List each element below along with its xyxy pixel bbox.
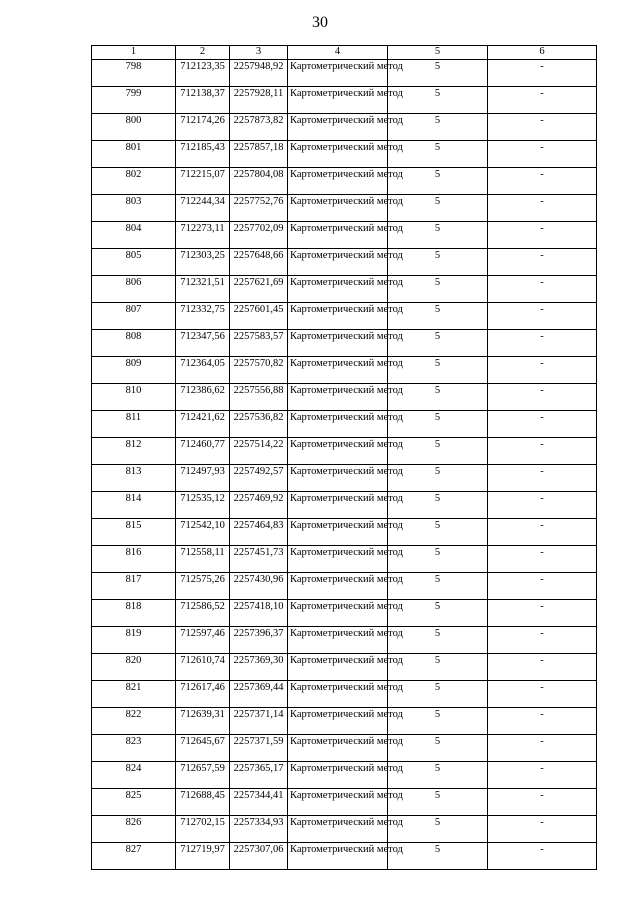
table-row [92,681,597,708]
x-coordinate-cell: 712542,10 [176,519,230,546]
accuracy-cell: 5 [388,519,488,546]
point-number-cell: 818 [92,600,176,627]
method-cell: Картометрический метод [288,114,388,141]
point-number-cell: 800 [92,114,176,141]
method-cell: Картометрический метод [288,303,388,330]
column-header: 4 [288,46,388,60]
column-header: 3 [230,46,288,60]
y-coordinate-cell: 2257514,22 [230,438,288,465]
accuracy-cell: 5 [388,762,488,789]
point-number-cell: 801 [92,141,176,168]
note-cell: - [488,60,597,87]
point-number-cell: 827 [92,843,176,870]
accuracy-cell: 5 [388,735,488,762]
table-row [92,222,597,249]
accuracy-cell: 5 [388,114,488,141]
table-row [92,654,597,681]
point-number-cell: 809 [92,357,176,384]
note-cell: - [488,654,597,681]
y-coordinate-cell: 2257648,66 [230,249,288,276]
x-coordinate-cell: 712575,26 [176,573,230,600]
accuracy-cell: 5 [388,654,488,681]
x-coordinate-cell: 712303,25 [176,249,230,276]
method-cell: Картометрический метод [288,87,388,114]
method-cell: Картометрический метод [288,546,388,573]
y-coordinate-cell: 2257369,30 [230,654,288,681]
table-row [92,195,597,222]
x-coordinate-cell: 712639,31 [176,708,230,735]
y-coordinate-cell: 2257583,57 [230,330,288,357]
table-row [92,168,597,195]
y-coordinate-cell: 2257396,37 [230,627,288,654]
y-coordinate-cell: 2257570,82 [230,357,288,384]
note-cell: - [488,87,597,114]
method-cell: Картометрический метод [288,357,388,384]
x-coordinate-cell: 712688,45 [176,789,230,816]
y-coordinate-cell: 2257344,41 [230,789,288,816]
method-cell: Картометрический метод [288,519,388,546]
x-coordinate-cell: 712321,51 [176,276,230,303]
x-coordinate-cell: 712460,77 [176,438,230,465]
accuracy-cell: 5 [388,195,488,222]
y-coordinate-cell: 2257369,44 [230,681,288,708]
method-cell: Картометрический метод [288,249,388,276]
y-coordinate-cell: 2257556,88 [230,384,288,411]
table-row [92,114,597,141]
method-cell: Картометрический метод [288,438,388,465]
accuracy-cell: 5 [388,438,488,465]
table-row [92,492,597,519]
point-number-cell: 808 [92,330,176,357]
y-coordinate-cell: 2257752,76 [230,195,288,222]
point-number-cell: 807 [92,303,176,330]
table-row [92,249,597,276]
accuracy-cell: 5 [388,546,488,573]
table-row [92,600,597,627]
x-coordinate-cell: 712347,56 [176,330,230,357]
note-cell: - [488,330,597,357]
note-cell: - [488,222,597,249]
accuracy-cell: 5 [388,411,488,438]
method-cell: Картометрический метод [288,222,388,249]
y-coordinate-cell: 2257451,73 [230,546,288,573]
column-header: 1 [92,46,176,60]
x-coordinate-cell: 712244,34 [176,195,230,222]
x-coordinate-cell: 712138,37 [176,87,230,114]
accuracy-cell: 5 [388,141,488,168]
point-number-cell: 811 [92,411,176,438]
y-coordinate-cell: 2257948,92 [230,60,288,87]
accuracy-cell: 5 [388,60,488,87]
y-coordinate-cell: 2257492,57 [230,465,288,492]
x-coordinate-cell: 712597,46 [176,627,230,654]
note-cell: - [488,735,597,762]
table-row [92,546,597,573]
note-cell: - [488,681,597,708]
note-cell: - [488,357,597,384]
method-cell: Картометрический метод [288,492,388,519]
table-row [92,573,597,600]
table-row [92,411,597,438]
x-coordinate-cell: 712535,12 [176,492,230,519]
table-row [92,60,597,87]
note-cell: - [488,438,597,465]
note-cell: - [488,114,597,141]
note-cell: - [488,546,597,573]
table-row [92,87,597,114]
column-header: 6 [488,46,597,60]
note-cell: - [488,708,597,735]
point-number-cell: 812 [92,438,176,465]
y-coordinate-cell: 2257430,96 [230,573,288,600]
y-coordinate-cell: 2257536,82 [230,411,288,438]
x-coordinate-cell: 712421,62 [176,411,230,438]
accuracy-cell: 5 [388,789,488,816]
table-row [92,816,597,843]
y-coordinate-cell: 2257371,59 [230,735,288,762]
column-header: 5 [388,46,488,60]
note-cell: - [488,519,597,546]
table-row [92,627,597,654]
x-coordinate-cell: 712617,46 [176,681,230,708]
y-coordinate-cell: 2257621,69 [230,276,288,303]
note-cell: - [488,384,597,411]
table-body [92,60,597,870]
note-cell: - [488,843,597,870]
accuracy-cell: 5 [388,249,488,276]
x-coordinate-cell: 712123,35 [176,60,230,87]
point-number-cell: 817 [92,573,176,600]
point-number-cell: 822 [92,708,176,735]
table-row [92,384,597,411]
note-cell: - [488,762,597,789]
x-coordinate-cell: 712215,07 [176,168,230,195]
y-coordinate-cell: 2257873,82 [230,114,288,141]
table-row [92,303,597,330]
table-header-row [92,46,597,60]
table-row [92,438,597,465]
accuracy-cell: 5 [388,303,488,330]
y-coordinate-cell: 2257307,06 [230,843,288,870]
method-cell: Картометрический метод [288,276,388,303]
point-number-cell: 798 [92,60,176,87]
x-coordinate-cell: 712657,59 [176,762,230,789]
x-coordinate-cell: 712702,15 [176,816,230,843]
point-number-cell: 806 [92,276,176,303]
note-cell: - [488,465,597,492]
x-coordinate-cell: 712174,26 [176,114,230,141]
y-coordinate-cell: 2257464,83 [230,519,288,546]
accuracy-cell: 5 [388,681,488,708]
note-cell: - [488,195,597,222]
accuracy-cell: 5 [388,222,488,249]
note-cell: - [488,816,597,843]
method-cell: Картометрический метод [288,330,388,357]
accuracy-cell: 5 [388,465,488,492]
note-cell: - [488,411,597,438]
x-coordinate-cell: 712332,75 [176,303,230,330]
method-cell: Картометрический метод [288,789,388,816]
point-number-cell: 814 [92,492,176,519]
method-cell: Картометрический метод [288,816,388,843]
table-row [92,762,597,789]
x-coordinate-cell: 712719,97 [176,843,230,870]
table-row [92,276,597,303]
y-coordinate-cell: 2257334,93 [230,816,288,843]
table-row [92,735,597,762]
y-coordinate-cell: 2257857,18 [230,141,288,168]
accuracy-cell: 5 [388,276,488,303]
table-row [92,330,597,357]
method-cell: Картометрический метод [288,843,388,870]
point-number-cell: 810 [92,384,176,411]
accuracy-cell: 5 [388,330,488,357]
accuracy-cell: 5 [388,384,488,411]
x-coordinate-cell: 712185,43 [176,141,230,168]
method-cell: Картометрический метод [288,195,388,222]
y-coordinate-cell: 2257702,09 [230,222,288,249]
method-cell: Картометрический метод [288,465,388,492]
x-coordinate-cell: 712364,05 [176,357,230,384]
x-coordinate-cell: 712586,52 [176,600,230,627]
page-number: 30 [312,14,328,31]
method-cell: Картометрический метод [288,384,388,411]
accuracy-cell: 5 [388,600,488,627]
point-number-cell: 824 [92,762,176,789]
x-coordinate-cell: 712273,11 [176,222,230,249]
table-row [92,141,597,168]
note-cell: - [488,789,597,816]
point-number-cell: 804 [92,222,176,249]
note-cell: - [488,276,597,303]
column-header: 2 [176,46,230,60]
note-cell: - [488,600,597,627]
point-number-cell: 816 [92,546,176,573]
point-number-cell: 825 [92,789,176,816]
point-number-cell: 826 [92,816,176,843]
accuracy-cell: 5 [388,573,488,600]
x-coordinate-cell: 712645,67 [176,735,230,762]
y-coordinate-cell: 2257601,45 [230,303,288,330]
x-coordinate-cell: 712558,11 [176,546,230,573]
method-cell: Картометрический метод [288,168,388,195]
table-row [92,843,597,870]
y-coordinate-cell: 2257371,14 [230,708,288,735]
y-coordinate-cell: 2257365,17 [230,762,288,789]
method-cell: Картометрический метод [288,60,388,87]
note-cell: - [488,141,597,168]
y-coordinate-cell: 2257928,11 [230,87,288,114]
accuracy-cell: 5 [388,168,488,195]
point-number-cell: 802 [92,168,176,195]
note-cell: - [488,249,597,276]
note-cell: - [488,573,597,600]
table-row [92,357,597,384]
y-coordinate-cell: 2257469,92 [230,492,288,519]
accuracy-cell: 5 [388,357,488,384]
accuracy-cell: 5 [388,708,488,735]
method-cell: Картометрический метод [288,708,388,735]
y-coordinate-cell: 2257804,08 [230,168,288,195]
point-number-cell: 823 [92,735,176,762]
y-coordinate-cell: 2257418,10 [230,600,288,627]
table-row [92,519,597,546]
accuracy-cell: 5 [388,627,488,654]
accuracy-cell: 5 [388,816,488,843]
x-coordinate-cell: 712386,62 [176,384,230,411]
point-number-cell: 813 [92,465,176,492]
point-number-cell: 799 [92,87,176,114]
note-cell: - [488,168,597,195]
note-cell: - [488,627,597,654]
method-cell: Картометрический метод [288,600,388,627]
method-cell: Картометрический метод [288,573,388,600]
point-number-cell: 821 [92,681,176,708]
point-number-cell: 819 [92,627,176,654]
table-row [92,465,597,492]
method-cell: Картометрический метод [288,654,388,681]
method-cell: Картометрический метод [288,681,388,708]
table-row [92,708,597,735]
method-cell: Картометрический метод [288,411,388,438]
point-number-cell: 805 [92,249,176,276]
accuracy-cell: 5 [388,843,488,870]
x-coordinate-cell: 712497,93 [176,465,230,492]
point-number-cell: 803 [92,195,176,222]
point-number-cell: 820 [92,654,176,681]
coordinates-table [91,45,597,870]
accuracy-cell: 5 [388,492,488,519]
note-cell: - [488,492,597,519]
accuracy-cell: 5 [388,87,488,114]
method-cell: Картометрический метод [288,735,388,762]
method-cell: Картометрический метод [288,762,388,789]
note-cell: - [488,303,597,330]
method-cell: Картометрический метод [288,141,388,168]
point-number-cell: 815 [92,519,176,546]
method-cell: Картометрический метод [288,627,388,654]
x-coordinate-cell: 712610,74 [176,654,230,681]
table-row [92,789,597,816]
